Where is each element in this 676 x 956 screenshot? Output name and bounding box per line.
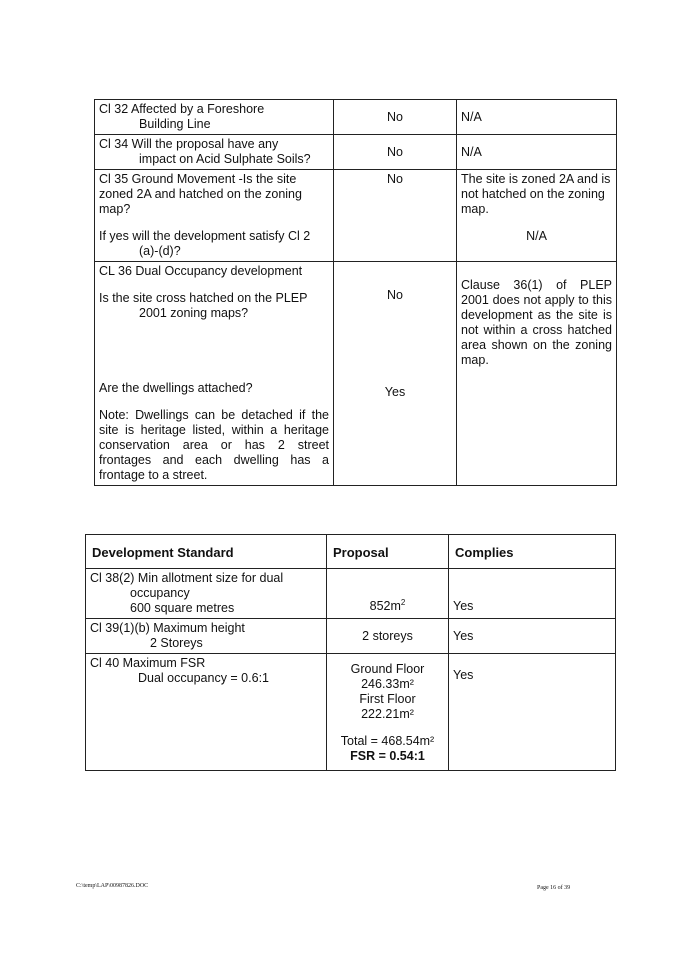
comment-cell: N/A xyxy=(457,135,617,170)
header-proposal: Proposal xyxy=(327,535,449,569)
complies-cell: Yes xyxy=(449,569,616,619)
table-row xyxy=(86,654,616,771)
table-row xyxy=(95,100,617,135)
table-row xyxy=(95,262,617,486)
table-row xyxy=(86,619,616,654)
footer-page-number: Page 16 of 39 xyxy=(537,885,571,891)
answer-cell: No Yes xyxy=(334,262,457,486)
table-row xyxy=(95,135,617,170)
complies-cell: Yes xyxy=(449,654,616,771)
comment-cell: The site is zoned 2A and is not hatched on the zoning map. N/A xyxy=(457,170,617,262)
development-standard-table xyxy=(85,534,616,771)
header-complies: Complies xyxy=(449,535,616,569)
table-row xyxy=(95,170,617,262)
comment-cell: N/A xyxy=(457,100,617,135)
header-standard: Development Standard xyxy=(86,535,327,569)
clause-cell: Cl 32 Affected by a Foreshore Building Line xyxy=(95,100,334,135)
answer-cell: No xyxy=(334,135,457,170)
clause-cell: Cl 35 Ground Movement -Is the site zoned 2A and hatched on the zoning map? If yes will the development satisfy Cl 2 (a)-(d)? xyxy=(95,170,334,262)
proposal-cell: Ground Floor 246.33m² First Floor 222.21m² Total = 468.54m² FSR = 0.54:1 xyxy=(327,654,449,771)
comment-cell: Clause 36(1) of PLEP 2001 does not apply to this development as the site is not within a cross hatched area shown on the zoning map. xyxy=(457,262,617,486)
answer-cell: No xyxy=(334,170,457,262)
standard-cell: Cl 38(2) Min allotment size for dual occupancy 600 square metres xyxy=(86,569,327,619)
table-header-row xyxy=(86,535,616,569)
answer-cell: No xyxy=(334,100,457,135)
clause-table xyxy=(94,99,617,486)
table-row xyxy=(86,569,616,619)
proposal-cell: 2 storeys xyxy=(327,619,449,654)
footer-file-path: C:\temp\LAP\00987826.DOC xyxy=(76,883,149,889)
clause-cell: CL 36 Dual Occupancy development Is the site cross hatched on the PLEP 2001 zoning maps? Are the dwellings attached? Note: Dwellings can be detached if the site is heritage listed, within a heritage conservation area or has 2 street frontages and each dwelling has a frontage to a street. xyxy=(95,262,334,486)
complies-cell: Yes xyxy=(449,619,616,654)
standard-cell: Cl 40 Maximum FSR Dual occupancy = 0.6:1 xyxy=(86,654,327,771)
clause-cell: Cl 34 Will the proposal have any impact on Acid Sulphate Soils? xyxy=(95,135,334,170)
standard-cell: Cl 39(1)(b) Maximum height 2 Storeys xyxy=(86,619,327,654)
proposal-cell: $852m^2$ xyxy=(327,569,449,619)
